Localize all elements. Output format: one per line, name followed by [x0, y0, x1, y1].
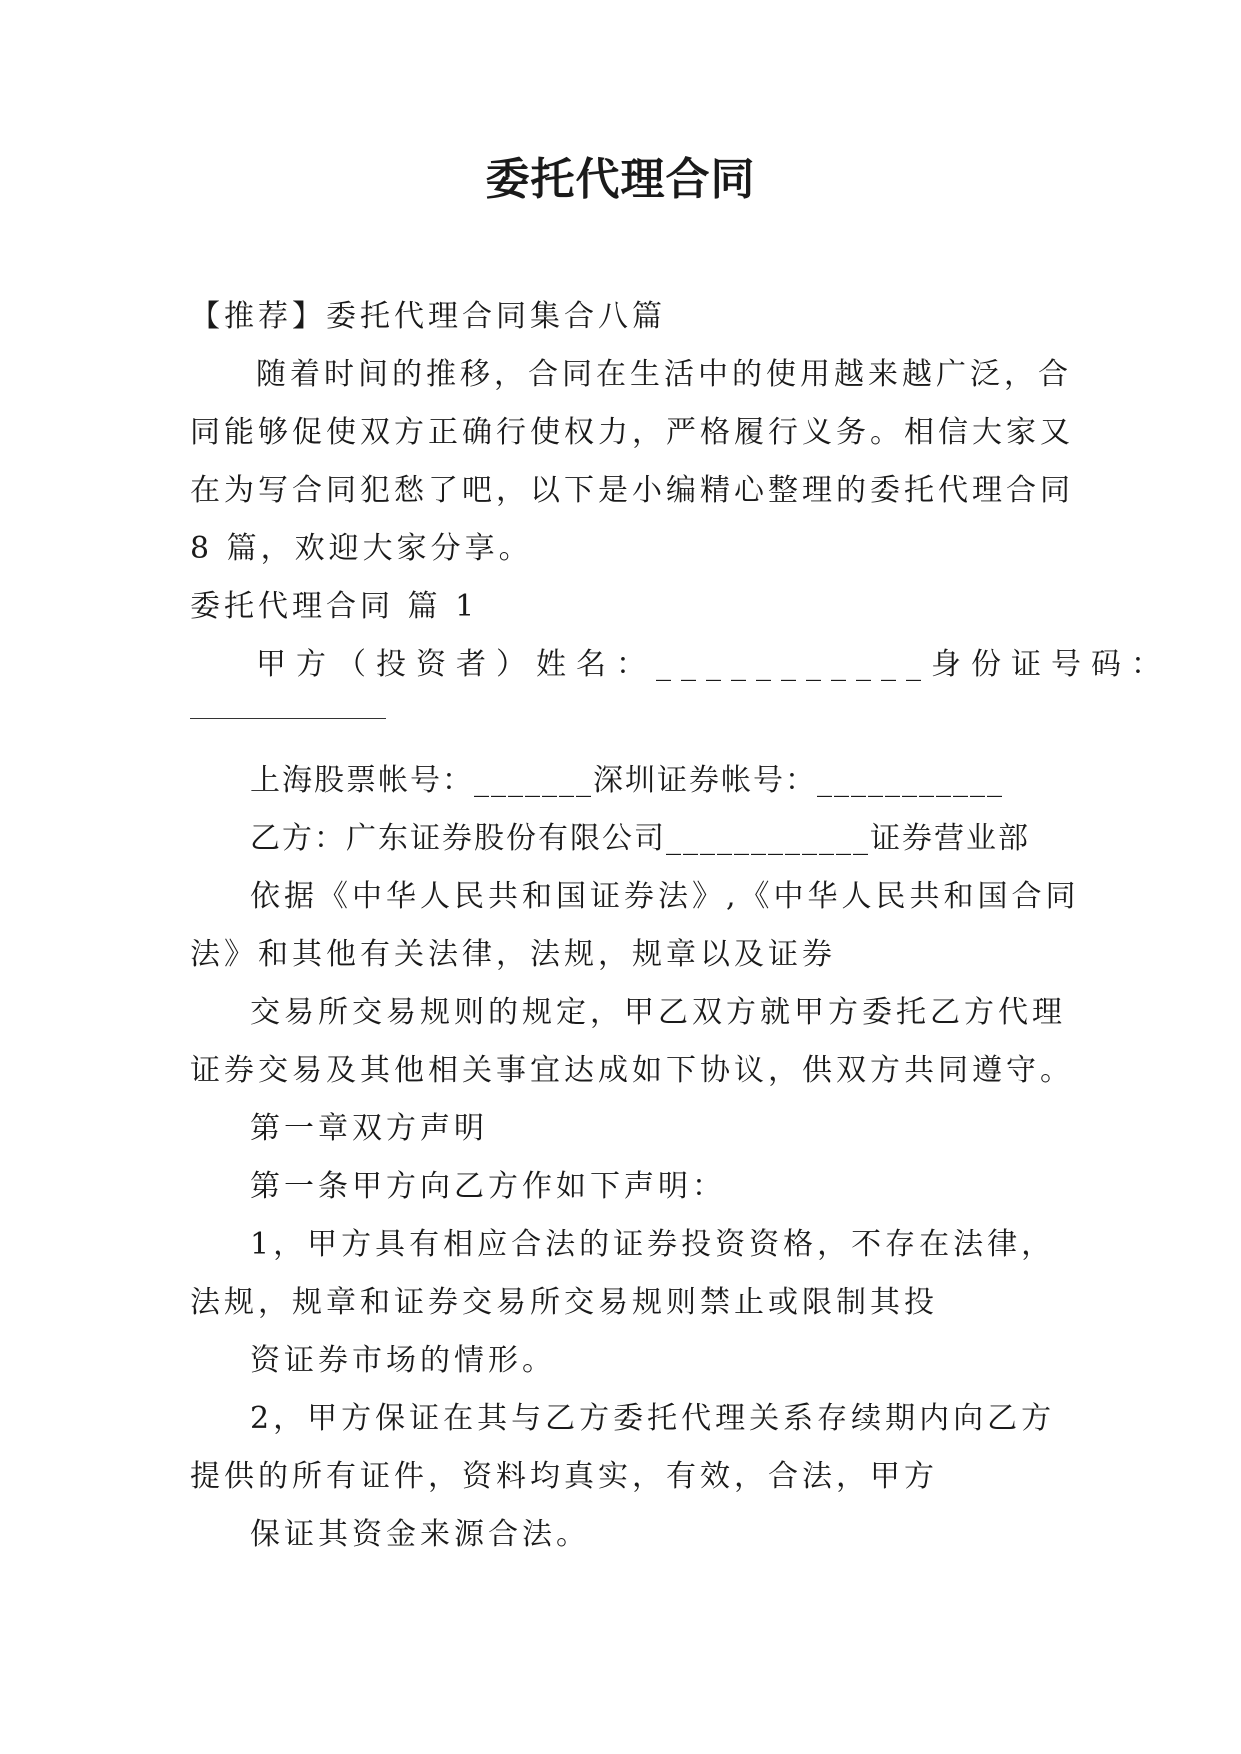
paragraph-line: 依据《中华人民共和国证券法》,《中华人民共和国合同	[250, 879, 1080, 914]
section-heading: 委托代理合同 篇 1	[190, 589, 479, 624]
paragraph-line: 证券交易及其他相关事宜达成如下协议，供双方共同遵守。	[190, 1053, 1074, 1088]
clause-line: 提供的所有证件，资料均真实，有效，合法，甲方	[190, 1459, 938, 1494]
paragraph-line: 同能够促使双方正确行使权力，严格履行义务。相信大家又	[190, 415, 1074, 450]
account-line: 上海股票帐号：_______深圳证券帐号：___________	[250, 763, 1004, 798]
paragraph-line: 交易所交易规则的规定，甲乙双方就甲方委托乙方代理	[250, 995, 1066, 1030]
document-body	[190, 288, 1171, 1564]
subtitle-line: 【推荐】委托代理合同集合八篇	[190, 299, 666, 334]
paragraph-line: 法》和其他有关法律，法规，规章以及证券	[190, 937, 836, 972]
clause-line: 1，甲方具有相应合法的证券投资资格，不存在法律，	[250, 1227, 1056, 1262]
clause-line: 2，甲方保证在其与乙方委托代理关系存续期内向乙方	[250, 1401, 1056, 1436]
document-title: 委托代理合同	[485, 154, 756, 205]
clause-line: 保证其资金来源合法。	[250, 1517, 590, 1552]
paragraph-line: 在为写合同犯愁了吧，以下是小编精心整理的委托代理合同	[190, 473, 1074, 508]
article-heading: 第一条甲方向乙方作如下声明：	[250, 1169, 726, 1204]
paragraph-line: 8 篇，欢迎大家分享。	[190, 531, 533, 566]
blank-underline	[190, 718, 386, 719]
paragraph-line: 随着时间的推移，合同在生活中的使用越来越广泛，合	[256, 357, 1072, 392]
chapter-heading: 第一章双方声明	[250, 1111, 488, 1146]
party-a-name-line: 甲方（投资者）姓名：___________身份证号码：	[256, 647, 1171, 682]
clause-line: 法规，规章和证券交易所交易规则禁止或限制其投	[190, 1285, 938, 1320]
clause-line: 资证券市场的情形。	[250, 1343, 556, 1378]
fill-in-blank-line	[190, 694, 1070, 752]
party-b-line: 乙方：广东证券股份有限公司____________证券营业部	[250, 821, 1030, 856]
